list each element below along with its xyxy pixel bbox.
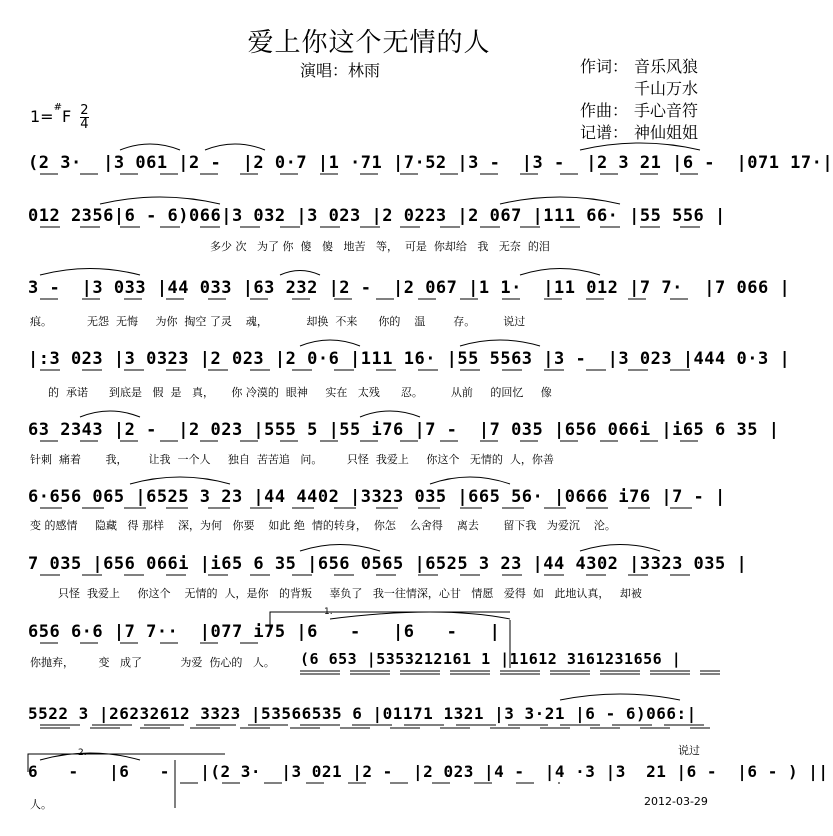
lyric-line-5: 针刺 痛着 我， 让我 一个人 独自 苦苦追 问。 只怪 我爱上 你这个 无情的 人，你善 [30,453,554,466]
slur [80,411,140,417]
lyricist-name-1: 音乐风狼 [634,57,699,76]
slur [300,545,380,552]
lyric-line-4: 的 承诺 到底是 假 是 真， 你 冷漠的 眼神 实在 太残 忍。 从前 的回忆 像 [48,386,552,399]
score-line-2: 012 2356|6 - 6)066|3 032 |3 023 |2 0223 |2 067 |111 66· |55 556 | [28,206,726,226]
slur [430,477,510,484]
score-line-6: 6·656 065 |6525 3 23 |44 4402 |3323 035 |665 56· |0666 i76 |7 - | [28,487,726,507]
volta-1-label: 1. [324,607,333,617]
score-line-9: 5522 3 |26232612 3323 |53566535 6 |01171 1321 |3 3·21 |6 - 6)066:| [28,704,697,723]
composer-label: 作曲： [580,101,629,120]
slur [300,340,360,346]
slur [500,197,620,204]
lyric-line-9: 说过 [678,744,700,757]
lyric-line-3: 痕。 无怨 无悔 为你 掏空 了灵 魂， 却换 不来 你的 温 存。 说过 [30,315,526,328]
lyricist-row-2 [580,78,698,100]
score-line-1: (2 3· |3 061 |2 - |2 0·7 |1 ·71 |7·52 |3 - |3 - |2 3 21 |6 - |071 17·| [28,153,833,173]
slur [40,753,140,760]
slur [330,612,510,619]
singer-credit: 演唱：林雨 [300,61,381,80]
transcriber-label: 记谱： [580,123,629,142]
slur [360,411,420,417]
slur [120,144,180,150]
sharp-sign: # [53,102,62,113]
slur [580,545,660,552]
slur [40,269,140,276]
time-beats: 2 [80,103,89,118]
score-line-4: |:3 023 |3 0323 |2 023 |2 0·6 |111 16· |55 5563 |3 - |3 023 |444 0·3 | [28,349,791,369]
score-line-7: 7 035 |656 066i |i65 6 35 |656 0565 |6525 3 23 |44 4302 |3323 035 | [28,554,748,574]
key-prefix: 1= [30,107,54,126]
slur [520,269,600,276]
composer-row [580,100,698,122]
lyric-line-6: 变 的感情 隐藏 得 那样 深，为何 你要 如此 绝 情的转身， 你怎 么舍得 离去 留下我 为爱沉 沦。 [30,519,616,532]
transcriber-row [580,122,698,144]
slur [560,694,680,700]
slur [205,144,265,150]
composer-name: 手心音符 [634,101,699,120]
page-title: 爱上你这个无情的人 [247,28,491,58]
slur [100,197,220,204]
slur [580,143,700,150]
score-line-8: 656 6·6 |7 7·· |077 i75 |6 - |6 - | [28,622,501,642]
score-line-5: 63 2343 |2 - |2 023 |555 5 |55 i76 |7 - |7 035 |656 066i |i65 6 35 | [28,420,780,440]
key-signature [30,104,89,140]
lyric-line-8: 你抛弃， 变 成了 为爱 伤心的 人。 [30,656,275,669]
score-line-10: 6 - |6 - |(2 3· |3 021 |2 - |2 023 |4 - |4 ·3 |3 21 |6 - |6 - ) || [28,762,829,781]
lyric-line-7: 只怪 我爱上 你这个 无情的 人，是你 的背叛 辜负了 我一往情深，心甘 情愿 爱得 如 此地认真， 却被 [58,587,642,600]
score-line-8-interlude: (6 653 |5353212161 1 |11612 3161231656 | [300,650,682,668]
lyric-line-2: 多少 次 为了 你 傻 傻 地苦 等， 可是 你却给 我 无奈 的泪 [210,240,550,253]
time-signature [80,104,88,131]
time-unit: 4 [80,117,89,132]
slur [280,271,320,276]
credits-block [580,56,698,144]
slur [460,340,540,346]
lyricist-name-2: 千山万水 [634,79,699,98]
score-line-3: 3 - |3 033 |44 033 |63 232 |2 - |2 067 |1 1· |11 012 |7 7· |7 066 | [28,278,791,298]
slur [130,477,230,484]
date-stamp: 2012-03-29 [644,795,708,808]
lyric-line-10: 人。 [30,798,52,811]
transcriber-name: 神仙姐姐 [634,123,699,142]
lyricist-row [580,56,698,78]
key-note: F [61,107,72,126]
volta-2-label: 2. [78,748,87,758]
lyricist-label: 作词： [580,57,629,76]
